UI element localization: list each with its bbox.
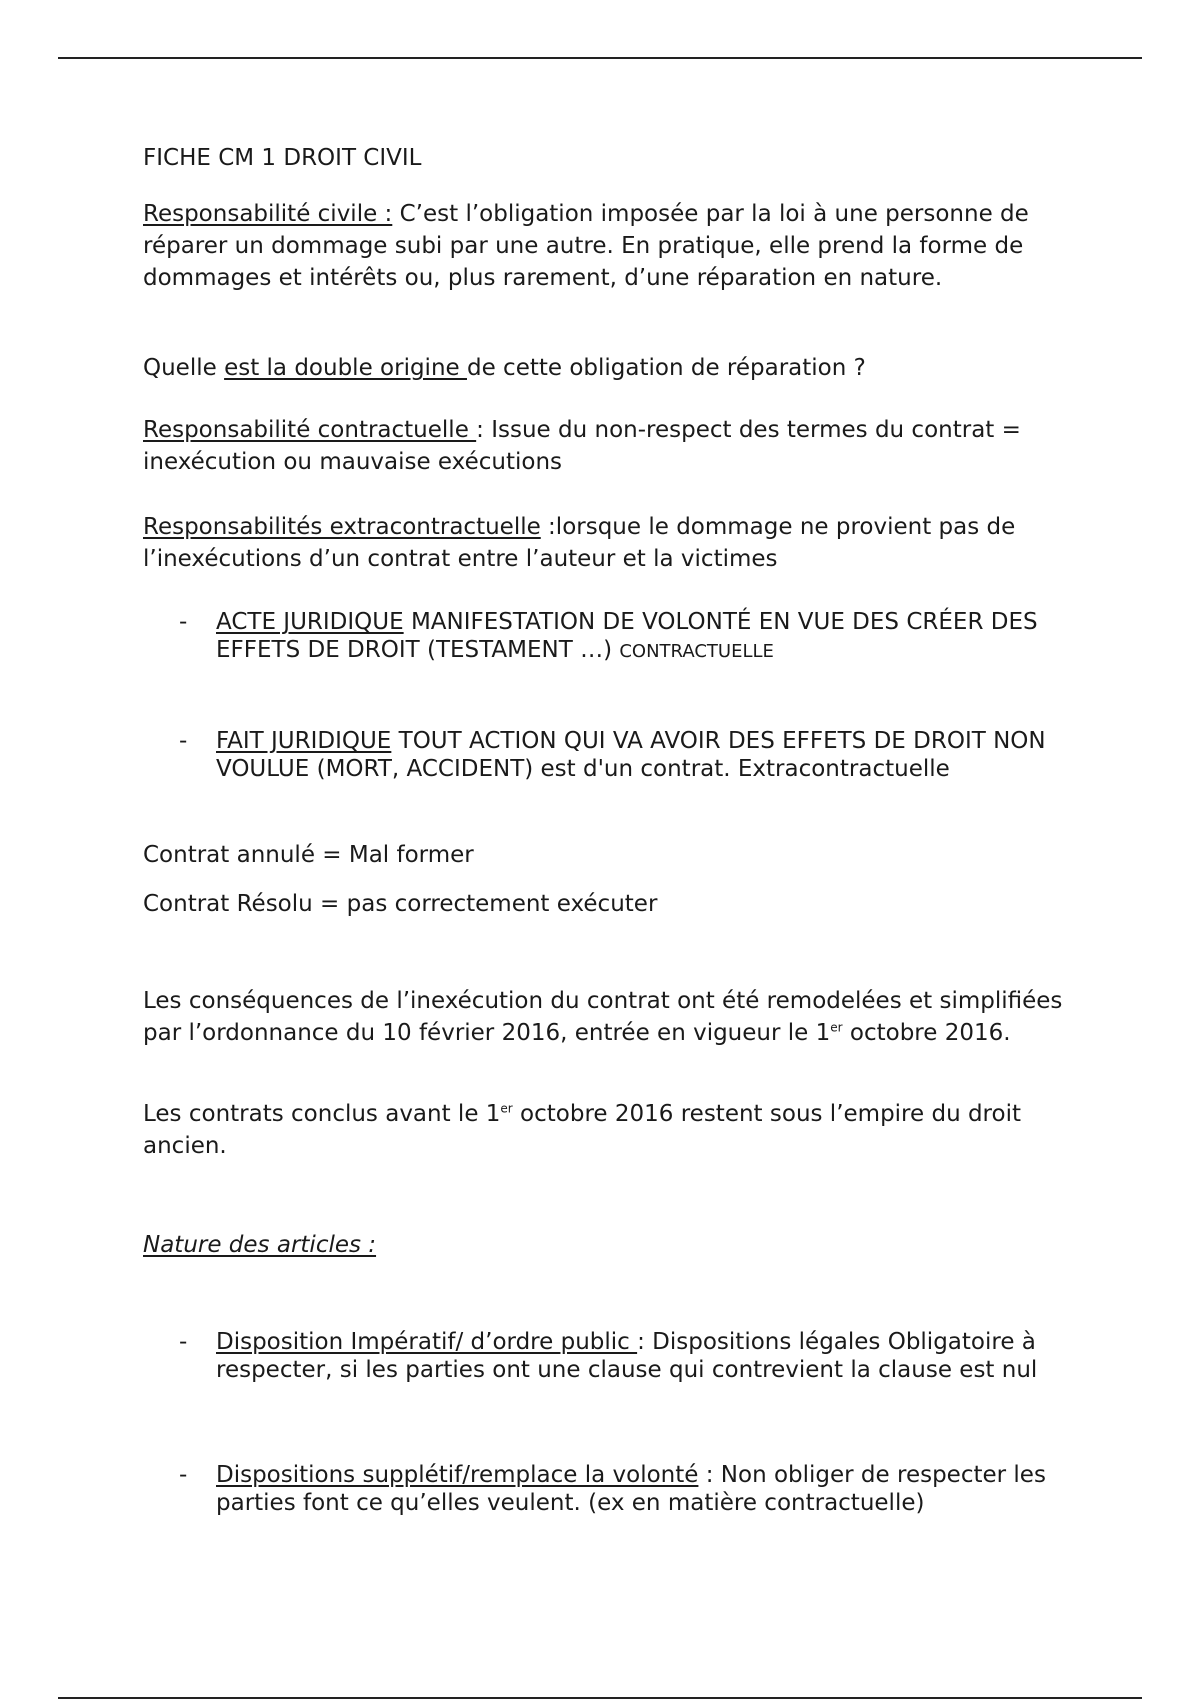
- definition-responsabilite-civile: C’est l’obligation imposée par la loi à une personne de réparer un dommage subi par une autre. En pratique, elle prend la forme de dommages et intérêts ou, plus rarement, d’une réparation en nature.: [143, 201, 1029, 291]
- list-item-body: [216, 1328, 1066, 1384]
- term-acte-juridique: ACTE JURIDIQUE: [216, 609, 404, 635]
- consequences-text: Les conséquences de l’inexécution du contrat ont été remodelées et simplifiées par l’ordonnance du 10 février 2016, entrée en vigueur le 1: [143, 988, 1063, 1046]
- definition-acte-juridique: MANIFESTATION DE VOLONTÉ EN VUE DES CRÉER DES EFFETS DE DROIT (TESTAMENT …): [216, 609, 1038, 663]
- document-title: FICHE CM 1 DROIT CIVIL: [143, 145, 422, 171]
- term-responsabilite-extracontractuelle: Responsabilités extracontractuelle: [143, 514, 541, 540]
- contrats-conclus-end: octobre 2016 restent sous l’empire du droit ancien.: [143, 1101, 1021, 1159]
- list-item-body: [216, 727, 1066, 783]
- paragraph-responsabilite-civile: [143, 198, 1063, 294]
- nature-heading-text: Nature des articles :: [143, 1232, 377, 1258]
- paragraph-contrats-conclus: [143, 1098, 1063, 1162]
- label-contractuelle: CONTRACTUELLE: [619, 641, 774, 662]
- term-responsabilite-contractuelle: Responsabilité contractuelle: [143, 417, 477, 443]
- paragraph-question: [143, 352, 1063, 384]
- bullet-dash: -: [179, 1329, 188, 1355]
- bullet-dash: -: [179, 728, 188, 754]
- definition-responsabilite-contractuelle: : Issue du non-respect des termes du contrat = inexécution ou mauvaise exécutions: [143, 417, 1021, 475]
- term-fait-juridique: FAIT JURIDIQUE: [216, 728, 392, 754]
- top-rule: [58, 57, 1142, 59]
- definition-responsabilite-extracontractuelle: :lorsque le dommage ne provient pas de l’inexécutions d’un contrat entre l’auteur et la victimes: [143, 514, 1016, 572]
- bottom-rule: [58, 1697, 1142, 1699]
- superscript-er: er: [830, 1020, 843, 1035]
- bullet-dash: -: [179, 609, 188, 635]
- definition-fait-juridique: TOUT ACTION QUI VA AVOIR DES EFFETS DE DROIT NON VOULUE (MORT, ACCIDENT) est d'un contrat. Extracontractuelle: [216, 728, 1046, 782]
- term-disposition-imperative: Disposition Impératif/ d’ordre public: [216, 1329, 638, 1355]
- paragraph-responsabilite-contractuelle: [143, 414, 1063, 478]
- list-item-body: [216, 608, 1066, 666]
- consequences-end: octobre 2016.: [842, 1020, 1011, 1046]
- paragraph-responsabilite-extracontractuelle: [143, 511, 1063, 575]
- superscript-er: er: [500, 1101, 513, 1116]
- question-after: de cette obligation de réparation ?: [466, 355, 866, 381]
- question-before: Quelle: [143, 355, 225, 381]
- paragraph-contrat-annule: Contrat annulé = Mal former: [143, 842, 474, 868]
- paragraph-contrat-resolu: Contrat Résolu = pas correctement exécuter: [143, 891, 658, 917]
- term-double-origine: est la double origine: [224, 355, 467, 381]
- list-item-body: [216, 1461, 1066, 1517]
- contrats-conclus-text: Les contrats conclus avant le 1: [143, 1101, 501, 1127]
- definition-disposition-suppletive: : Non obliger de respecter les parties font ce qu’elles veulent. (ex en matière contractuelle): [216, 1462, 1046, 1516]
- paragraph-consequences: [143, 985, 1063, 1049]
- term-responsabilite-civile: Responsabilité civile :: [143, 201, 393, 227]
- heading-nature-des-articles: [143, 1229, 1063, 1261]
- definition-disposition-imperative: : Dispositions légales Obligatoire à respecter, si les parties ont une clause qui contrevient la clause est nul: [216, 1329, 1038, 1383]
- term-disposition-suppletive: Dispositions supplétif/remplace la volonté: [216, 1462, 699, 1488]
- bullet-dash: -: [179, 1462, 188, 1488]
